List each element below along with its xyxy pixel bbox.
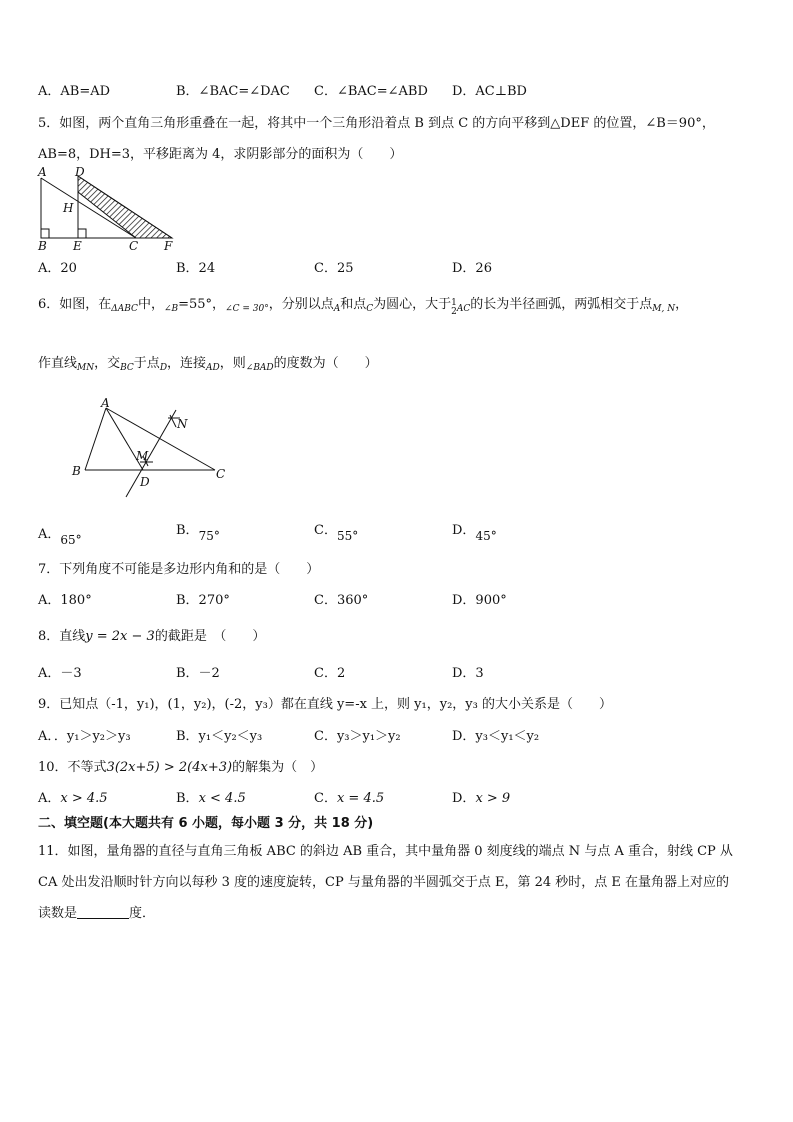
- q7-option-d: D．900°: [452, 593, 507, 608]
- q4-option-b: B．∠BAC=∠DAC: [176, 84, 290, 99]
- q9-option-c: C．y₃＞y₁＞y₂: [314, 729, 401, 744]
- q10-text: 10．不等式3(2x+5) > 2(4x+3)的解集为（ ）: [38, 760, 324, 775]
- section-heading: 二、填空题(本大题共有 6 小题，每小题 3 分，共 18 分): [38, 816, 374, 831]
- q8-option-b: B．－2: [176, 666, 220, 681]
- q9-option-b: B．y₁＜y₂＜y₃: [176, 729, 263, 744]
- label-m: M: [136, 449, 149, 463]
- q6-option-d: D．45°: [452, 523, 497, 543]
- label-a: A: [38, 166, 47, 179]
- q6-figure: [60, 394, 240, 504]
- q7-option-b: B．270°: [176, 593, 230, 608]
- q8-text: 8．直线y = 2x − 3的截距是 （ ）: [38, 629, 266, 644]
- q5-option-c: C．25: [314, 261, 354, 276]
- q10-option-b: B．x < 4.5: [176, 791, 246, 806]
- q7-option-c: C．360°: [314, 593, 369, 608]
- q6-option-a: A．65°: [38, 527, 82, 547]
- q5-option-b: B．24: [176, 261, 216, 276]
- q9-option-a: A．．y₁＞y₂＞y₃: [38, 729, 131, 744]
- label-a: A: [101, 396, 110, 410]
- q4-option-c: C．∠BAC=∠ABD: [314, 84, 428, 99]
- q9-option-d: D．y₃＜y₁＜y₂: [452, 729, 540, 744]
- q9-text: 9．已知点（-1，y₁)，(1，y₂)，(-2，y₃）都在直线 y=-x 上，则 y₁，y₂，y₃ 的大小关系是（ ）: [38, 697, 612, 712]
- q6-text-line2: 作直线$_{MN}$，交$_{BC}$于点$_D$，连接$_{AD}$，则$_{\angle BAD}$的度数为（ ）: [38, 356, 378, 373]
- q4-option-d: D．AC⊥BD: [452, 84, 527, 99]
- q6-text-line1: 6．如图，在$_{\Delta ABC}$中，$_{\angle B}$=55°，$_{\angle C = 30^\circ}$，分别以点$_A$和点$_C$为圆心，大于1 $2_{AC}$的长为半径画弧，两弧相交于点$_{M, N}$，: [38, 297, 689, 317]
- label-c: C: [129, 239, 139, 253]
- q4-option-a: A．AB=AD: [38, 84, 111, 99]
- q8-option-c: C．2: [314, 666, 346, 681]
- label-n: N: [177, 417, 188, 431]
- q6-option-c: C．55°: [314, 523, 359, 543]
- label-c: C: [216, 467, 226, 481]
- label-e: E: [73, 239, 82, 253]
- q5-text-line1: 5．如图，两个直角三角形重叠在一起，将其中一个三角形沿着点 B 到点 C 的方向平移到△DEF 的位置，∠B＝90°，: [38, 116, 715, 131]
- q11-text-line1: 11．如图，量角器的直径与直角三角板 ABC 的斜边 AB 重合，其中量角器 0 刻度线的端点 N 与点 A 重合，射线 CP 从: [38, 844, 733, 859]
- q5-option-d: D．26: [452, 261, 492, 276]
- q8-option-d: D．3: [452, 666, 484, 681]
- q5-text-line2: AB=8，DH=3，平移距离为 4，求阴影部分的面积为（ ）: [38, 147, 403, 162]
- q5-option-a: A．20: [38, 261, 77, 276]
- label-h: H: [63, 201, 74, 215]
- q5-figure: [30, 166, 190, 256]
- q10-option-c: C．x = 4.5: [314, 791, 385, 806]
- fraction-half: 1 2: [451, 298, 457, 317]
- answer-blank[interactable]: [77, 906, 129, 919]
- label-d: D: [140, 475, 150, 489]
- label-d: D: [75, 166, 85, 179]
- q10-option-a: A．x > 4.5: [38, 791, 108, 806]
- q7-option-a: A．180°: [38, 593, 92, 608]
- label-b: B: [72, 464, 81, 478]
- q11-text-line2: CA 处出发沿顺时针方向以每秒 3 度的速度旋转，CP 与量角器的半圆弧交于点 E，第 24 秒时，点 E 在量角器上对应的: [38, 875, 730, 890]
- q11-text-line3: 读数是 度．: [38, 906, 156, 921]
- label-f: F: [164, 239, 173, 253]
- label-b: B: [38, 239, 47, 253]
- q10-option-d: D．x > 9: [452, 791, 511, 806]
- q7-text: 7．下列角度不可能是多边形内角和的是（ ）: [38, 562, 320, 577]
- q6-option-b: B．75°: [176, 523, 220, 543]
- q8-option-a: A．－3: [38, 666, 82, 681]
